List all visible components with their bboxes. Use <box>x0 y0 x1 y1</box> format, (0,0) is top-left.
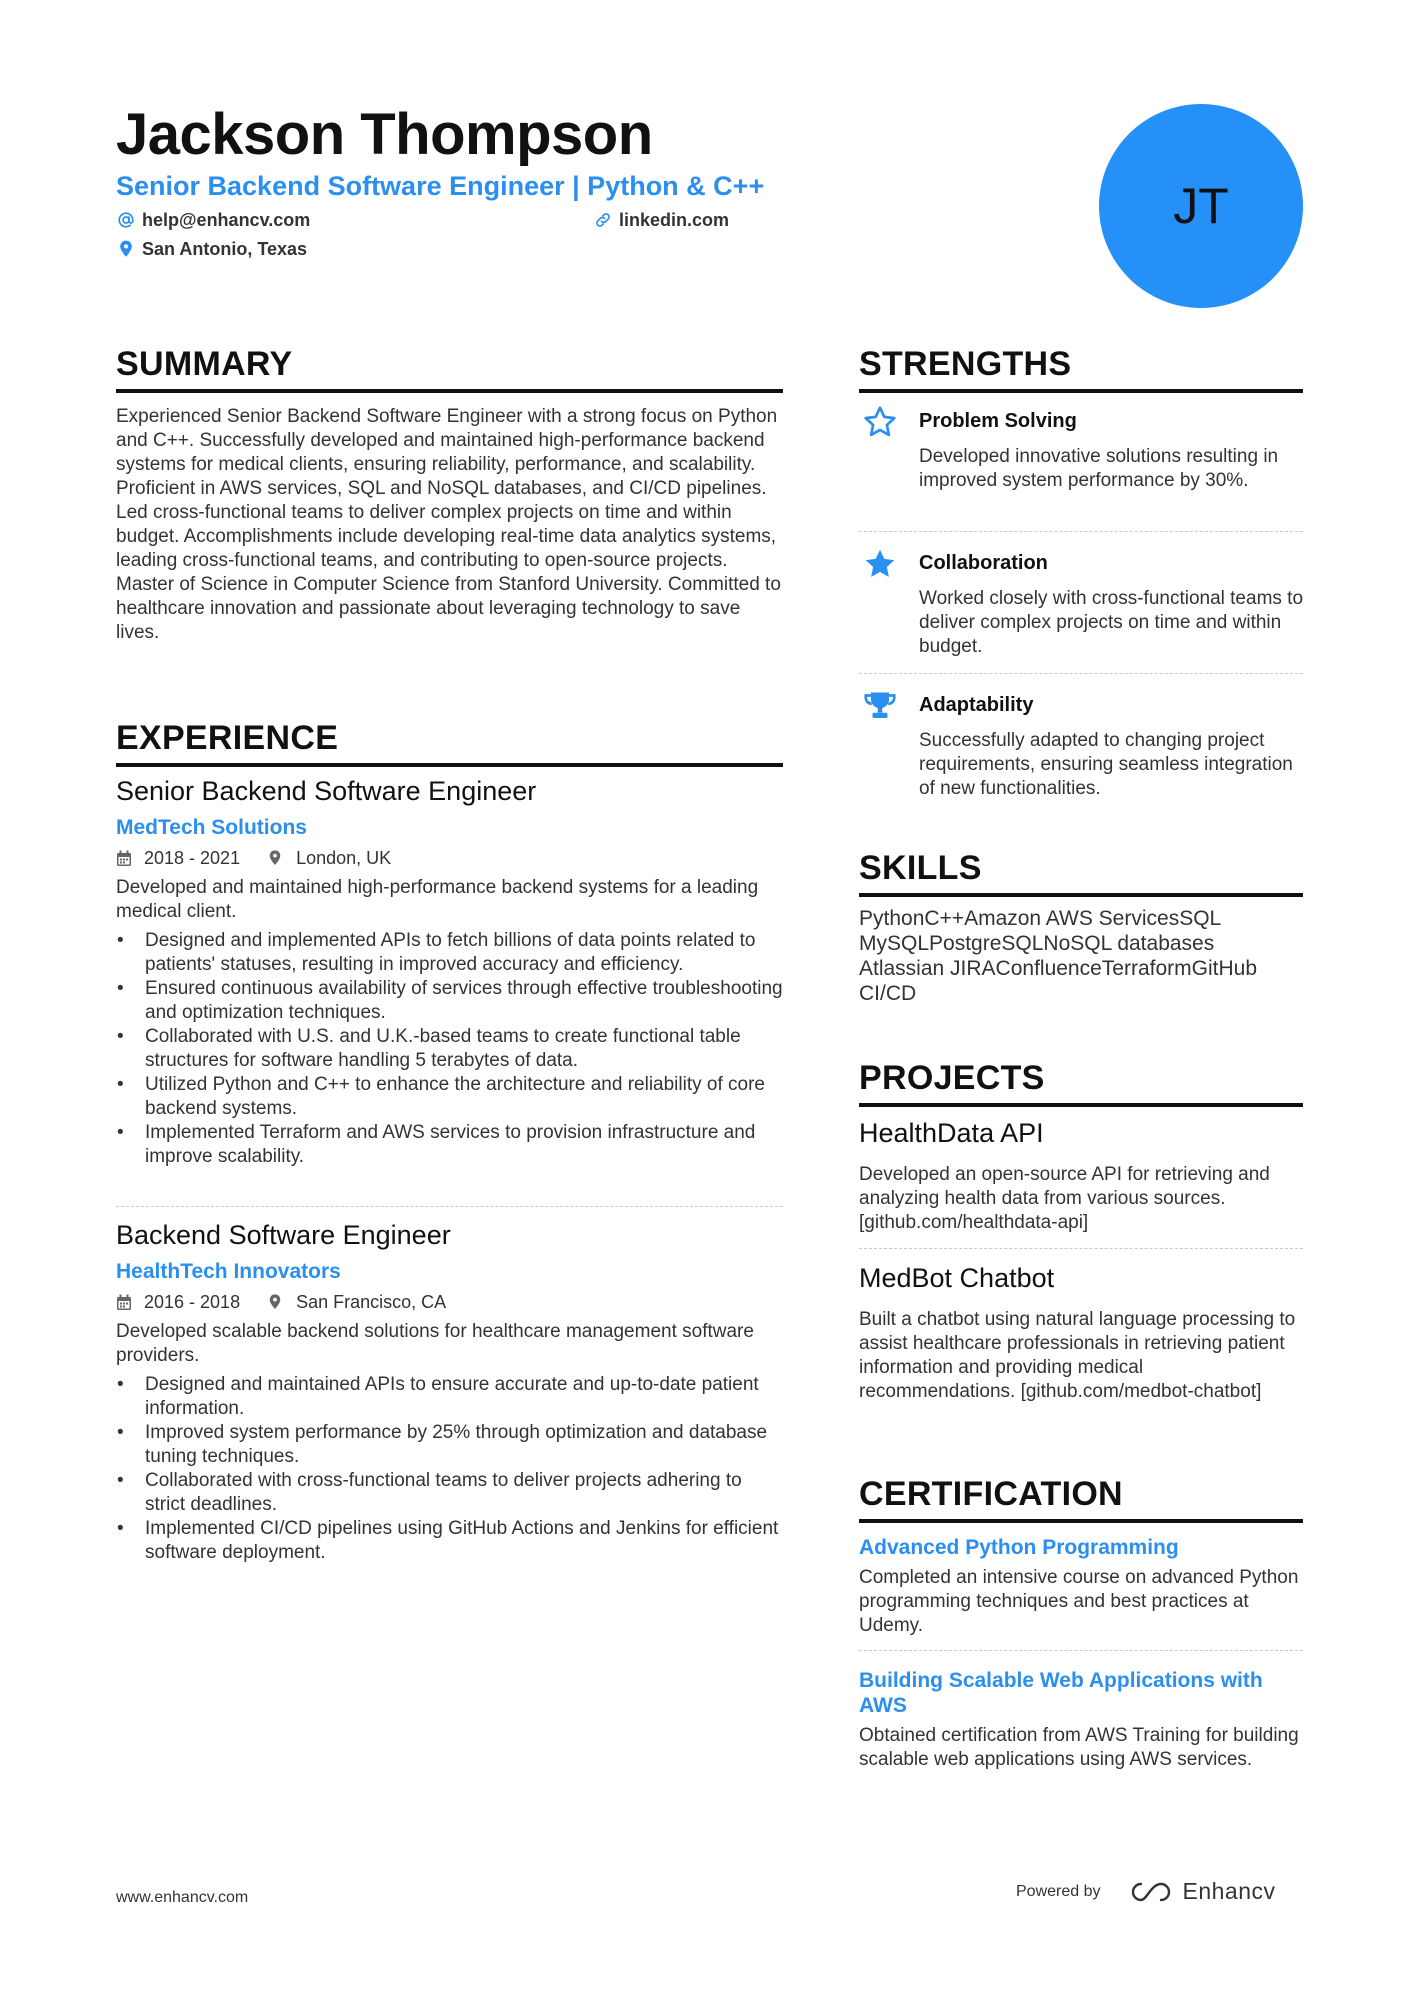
job-dates: 2016 - 2018 <box>144 1292 241 1312</box>
project-title: MedBot Chatbot <box>859 1263 1055 1293</box>
summary-heading: SUMMARY <box>116 344 783 393</box>
bullet-item: • Collaborated with cross-functional teams to deliver projects adhering to strict deadlines. <box>116 1469 783 1517</box>
contact-email[interactable] <box>116 208 310 232</box>
contact-linkedin[interactable] <box>593 208 729 232</box>
job-meta <box>116 1290 446 1314</box>
job-description: Developed and maintained high-performance backend systems for a leading medical client. <box>116 877 759 922</box>
job-bullets <box>116 929 783 1169</box>
footer-website[interactable]: www.enhancv.com <box>116 1889 249 1906</box>
strength-description: Developed innovative solutions resulting in improved system performance by 30%. <box>919 446 1279 491</box>
strength-title: Collaboration <box>919 552 1048 574</box>
candidate-name: Jackson Thompson <box>116 102 653 167</box>
bullet-item: • Designed and implemented APIs to fetch billions of data points related to patients' statuses, resulting in improved accuracy and efficiency. <box>116 929 783 977</box>
job-role: Senior Backend Software Engineer <box>116 776 537 806</box>
location-text: San Antonio, Texas <box>142 239 308 259</box>
divider <box>859 531 1303 532</box>
link-icon <box>593 210 613 230</box>
at-icon <box>116 210 136 230</box>
divider <box>859 1248 1303 1249</box>
skills-list: PythonC++Amazon AWS ServicesSQL MySQLPostgreSQLNoSQL databases Atlassian JIRAConfluenceTerraformGitHub CI/CD <box>859 907 1257 1005</box>
trophy-icon <box>862 688 898 724</box>
contact-location <box>116 237 307 261</box>
strength-description: Worked closely with cross-functional teams to deliver complex projects on time and within budget. <box>919 588 1304 657</box>
strength-title: Adaptability <box>919 694 1034 716</box>
divider <box>859 673 1303 674</box>
bullet-item: • Ensured continuous availability of services through effective troubleshooting and optimization techniques. <box>116 977 783 1025</box>
bullet-item: • Implemented CI/CD pipelines using GitHub Actions and Jenkins for efficient software deployment. <box>116 1517 783 1565</box>
strengths-heading: STRENGTHS <box>859 344 1303 393</box>
headline: Senior Backend Software Engineer | Python & C++ <box>116 171 765 201</box>
certification-title[interactable]: Advanced Python Programming <box>859 1536 1179 1559</box>
bullet-item: • Collaborated with U.S. and U.K.-based teams to create functional table structures for software handling 5 terabytes of data. <box>116 1025 783 1073</box>
certification-description: Obtained certification from AWS Training for building scalable web applications using AWS services. <box>859 1725 1299 1770</box>
job-company[interactable]: MedTech Solutions <box>116 816 307 839</box>
job-description: Developed scalable backend solutions for healthcare management software providers. <box>116 1321 754 1366</box>
job-meta <box>116 846 391 870</box>
footer-powered-by[interactable] <box>1016 1878 1276 1905</box>
job-role: Backend Software Engineer <box>116 1220 451 1250</box>
strength-title: Problem Solving <box>919 410 1077 432</box>
divider <box>116 1206 783 1207</box>
strength-description: Successfully adapted to changing project requirements, ensuring seamless integration of new functionalities. <box>919 730 1293 799</box>
project-description: Developed an open-source API for retrieving and analyzing health data from various sources. [github.com/healthdata-api] <box>859 1164 1270 1233</box>
calendar-icon <box>116 1293 134 1311</box>
calendar-icon <box>116 849 134 867</box>
job-location: San Francisco, CA <box>296 1292 447 1312</box>
enhancv-logo-icon <box>1127 1879 1175 1905</box>
project-description: Built a chatbot using natural language processing to assist healthcare professionals in retrieving patient information and providing medical recommendations. [github.com/medbot-chatbot] <box>859 1309 1296 1402</box>
skills-heading: SKILLS <box>859 848 1303 897</box>
email-text: help@enhancv.com <box>142 210 311 230</box>
job-dates: 2018 - 2021 <box>144 848 241 868</box>
job-bullets <box>116 1373 783 1565</box>
bullet-item: • Implemented Terraform and AWS services to provision infrastructure and improve scalability. <box>116 1121 783 1169</box>
location-pin-icon <box>116 239 136 259</box>
location-pin-icon <box>268 849 286 867</box>
job-company[interactable]: HealthTech Innovators <box>116 1260 341 1283</box>
linkedin-text: linkedin.com <box>619 210 730 230</box>
certification-description: Completed an intensive course on advanced Python programming techniques and best practices at Udemy. <box>859 1567 1299 1636</box>
brand-logo <box>1127 1878 1276 1905</box>
bullet-item: • Improved system performance by 25% through optimization and database tuning techniques. <box>116 1421 783 1469</box>
powered-by-label: Powered by <box>1016 1882 1101 1900</box>
star-filled-icon <box>862 546 898 582</box>
certification-title[interactable]: Building Scalable Web Applications with AWS <box>859 1669 1263 1717</box>
brand-name: Enhancv <box>1182 1878 1276 1904</box>
project-title: HealthData API <box>859 1118 1044 1148</box>
star-outline-icon <box>862 404 898 440</box>
bullet-item: • Designed and maintained APIs to ensure accurate and up-to-date patient information. <box>116 1373 783 1421</box>
bullet-item: • Utilized Python and C++ to enhance the architecture and reliability of core backend systems. <box>116 1073 783 1121</box>
experience-heading: EXPERIENCE <box>116 718 783 767</box>
certification-heading: CERTIFICATION <box>859 1474 1303 1523</box>
job-location: London, UK <box>296 848 392 868</box>
location-pin-icon <box>268 1293 286 1311</box>
summary-text: Experienced Senior Backend Software Engineer with a strong focus on Python and C++. Successfully developed and maintained high-performance backend systems for medical clients, ensuring reliability, performance, and scalability. Proficient in AWS services, SQL and NoSQL databases, and CI/CD pipelines. Led cross-functional teams to deliver complex projects on time and within budget. Accomplishments include developing real-time data analytics systems, leading cross-functional teams, and contributing to open-source projects. Master of Science in Computer Science from Stanford University. Committed to healthcare innovation and passionate about leveraging technology to save lives. <box>116 406 781 643</box>
avatar: JT <box>1099 104 1303 308</box>
projects-heading: PROJECTS <box>859 1058 1303 1107</box>
divider <box>859 1650 1303 1651</box>
